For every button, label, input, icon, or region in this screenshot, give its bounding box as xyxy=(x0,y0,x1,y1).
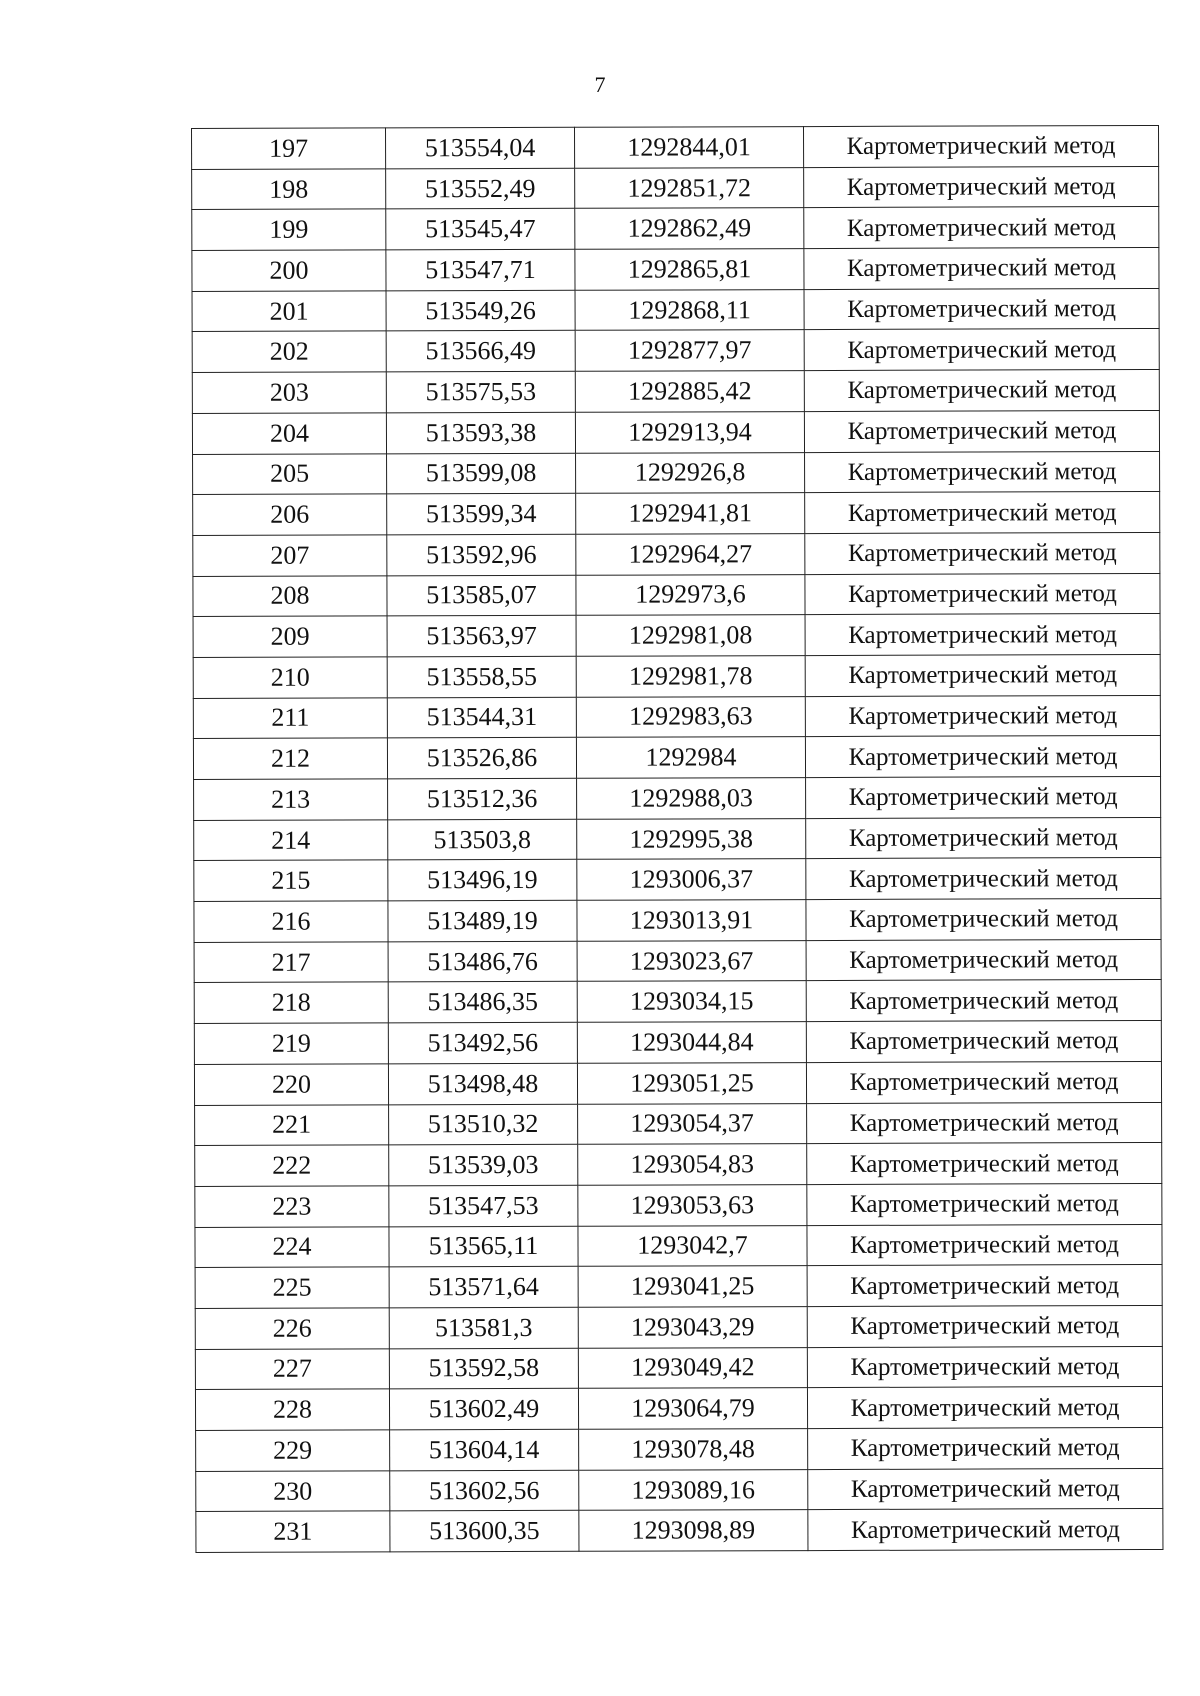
y-coordinate-cell: 1292851,72 xyxy=(575,167,804,208)
x-coordinate-cell: 513581,3 xyxy=(389,1307,578,1348)
y-coordinate-cell: 1293034,15 xyxy=(577,981,806,1022)
y-coordinate-cell: 1292868,11 xyxy=(575,289,804,330)
method-cell: Картометрический метод xyxy=(807,1102,1162,1144)
y-coordinate-cell: 1292877,97 xyxy=(575,330,804,371)
table-row xyxy=(196,1427,1163,1471)
y-coordinate-cell: 1293089,16 xyxy=(579,1469,808,1510)
table-row xyxy=(196,1509,1163,1553)
table-row xyxy=(194,1061,1161,1105)
method-cell: Картометрический метод xyxy=(804,329,1159,371)
x-coordinate-cell: 513486,76 xyxy=(388,941,577,982)
table-row xyxy=(193,695,1160,739)
point-number-cell: 197 xyxy=(192,128,386,169)
table-row xyxy=(194,858,1161,902)
point-number-cell: 209 xyxy=(193,616,387,657)
x-coordinate-cell: 513592,58 xyxy=(389,1348,578,1389)
y-coordinate-cell: 1293064,79 xyxy=(578,1388,807,1429)
y-coordinate-cell: 1293013,91 xyxy=(577,900,806,941)
point-number-cell: 212 xyxy=(193,738,387,779)
y-coordinate-cell: 1293054,37 xyxy=(578,1103,807,1144)
point-number-cell: 222 xyxy=(195,1145,389,1186)
x-coordinate-cell: 513558,55 xyxy=(387,656,576,697)
point-number-cell: 219 xyxy=(194,1023,388,1064)
table-row xyxy=(192,125,1159,169)
method-cell: Картометрический метод xyxy=(805,451,1160,493)
method-cell: Картометрический метод xyxy=(808,1509,1163,1551)
y-coordinate-cell: 1293054,83 xyxy=(578,1144,807,1185)
method-cell: Картометрический метод xyxy=(805,654,1160,696)
table-row xyxy=(193,614,1160,658)
method-cell: Картометрический метод xyxy=(807,1305,1162,1347)
point-number-cell: 202 xyxy=(192,331,386,372)
y-coordinate-cell: 1292973,6 xyxy=(576,574,805,615)
method-cell: Картометрический метод xyxy=(806,858,1161,900)
point-number-cell: 226 xyxy=(195,1308,389,1349)
x-coordinate-cell: 513545,47 xyxy=(386,209,575,250)
x-coordinate-cell: 513489,19 xyxy=(388,900,577,941)
y-coordinate-cell: 1292981,78 xyxy=(576,656,805,697)
point-number-cell: 204 xyxy=(192,413,386,454)
table-row xyxy=(194,939,1161,983)
x-coordinate-cell: 513563,97 xyxy=(387,616,576,657)
method-cell: Картометрический метод xyxy=(806,1061,1161,1103)
table-row xyxy=(195,1387,1162,1431)
table-row xyxy=(193,736,1160,780)
table-row xyxy=(195,1143,1162,1187)
y-coordinate-cell: 1293098,89 xyxy=(579,1510,808,1551)
method-cell: Картометрический метод xyxy=(808,1427,1163,1469)
method-cell: Картометрический метод xyxy=(805,736,1160,778)
x-coordinate-cell: 513585,07 xyxy=(387,575,576,616)
method-cell: Картометрический метод xyxy=(805,573,1160,615)
table-row xyxy=(195,1305,1162,1349)
table-row xyxy=(192,288,1159,332)
method-cell: Картометрический метод xyxy=(805,532,1160,574)
coordinates-table xyxy=(191,125,1163,1553)
y-coordinate-cell: 1292983,63 xyxy=(576,696,805,737)
x-coordinate-cell: 513602,49 xyxy=(389,1389,578,1430)
x-coordinate-cell: 513547,53 xyxy=(389,1185,578,1226)
method-cell: Картометрический метод xyxy=(804,370,1159,412)
y-coordinate-cell: 1292941,81 xyxy=(576,493,805,534)
x-coordinate-cell: 513600,35 xyxy=(390,1511,579,1552)
method-cell: Картометрический метод xyxy=(804,166,1159,208)
method-cell: Картометрический метод xyxy=(807,1346,1162,1388)
method-cell: Картометрический метод xyxy=(806,899,1161,941)
y-coordinate-cell: 1293006,37 xyxy=(577,859,806,900)
point-number-cell: 208 xyxy=(193,575,387,616)
point-number-cell: 210 xyxy=(193,657,387,698)
y-coordinate-cell: 1292844,01 xyxy=(574,127,803,168)
table-row xyxy=(193,451,1160,495)
point-number-cell: 201 xyxy=(192,291,386,332)
method-cell: Картометрический метод xyxy=(804,410,1159,452)
point-number-cell: 224 xyxy=(195,1226,389,1267)
method-cell: Картометрический метод xyxy=(807,1224,1162,1266)
y-coordinate-cell: 1293053,63 xyxy=(578,1184,807,1225)
y-coordinate-cell: 1293049,42 xyxy=(578,1347,807,1388)
point-number-cell: 230 xyxy=(196,1471,390,1512)
point-number-cell: 199 xyxy=(192,209,386,250)
y-coordinate-cell: 1292885,42 xyxy=(575,371,804,412)
y-coordinate-cell: 1292964,27 xyxy=(576,533,805,574)
x-coordinate-cell: 513512,36 xyxy=(388,778,577,819)
y-coordinate-cell: 1292862,49 xyxy=(575,208,804,249)
x-coordinate-cell: 513565,11 xyxy=(389,1226,578,1267)
method-cell: Картометрический метод xyxy=(807,1265,1162,1307)
point-number-cell: 225 xyxy=(195,1267,389,1308)
point-number-cell: 213 xyxy=(194,779,388,820)
y-coordinate-cell: 1293042,7 xyxy=(578,1225,807,1266)
point-number-cell: 211 xyxy=(193,698,387,739)
x-coordinate-cell: 513604,14 xyxy=(390,1429,579,1470)
method-cell: Картометрический метод xyxy=(806,776,1161,818)
coordinates-table-body xyxy=(192,125,1163,1552)
table-row xyxy=(195,1265,1162,1309)
x-coordinate-cell: 513549,26 xyxy=(386,290,575,331)
y-coordinate-cell: 1293041,25 xyxy=(578,1266,807,1307)
y-coordinate-cell: 1293023,67 xyxy=(577,940,806,981)
table-row xyxy=(194,980,1161,1024)
method-cell: Картометрический метод xyxy=(804,248,1159,290)
point-number-cell: 218 xyxy=(194,982,388,1023)
point-number-cell: 215 xyxy=(194,860,388,901)
y-coordinate-cell: 1292865,81 xyxy=(575,249,804,290)
table-row xyxy=(194,817,1161,861)
point-number-cell: 205 xyxy=(193,453,387,494)
table-row xyxy=(196,1468,1163,1512)
table-row xyxy=(193,492,1160,536)
y-coordinate-cell: 1293051,25 xyxy=(577,1062,806,1103)
page-number: 7 xyxy=(594,72,606,97)
method-cell: Картометрический метод xyxy=(805,492,1160,534)
table-row xyxy=(192,166,1159,210)
x-coordinate-cell: 513526,86 xyxy=(387,738,576,779)
method-cell: Картометрический метод xyxy=(805,695,1160,737)
method-cell: Картометрический метод xyxy=(806,939,1161,981)
table-row xyxy=(195,1183,1162,1227)
x-coordinate-cell: 513602,56 xyxy=(390,1470,579,1511)
table-row xyxy=(195,1346,1162,1390)
point-number-cell: 229 xyxy=(196,1430,390,1471)
table-row xyxy=(193,573,1160,617)
table-row xyxy=(195,1224,1162,1268)
y-coordinate-cell: 1292984 xyxy=(576,737,805,778)
table-row xyxy=(195,1102,1162,1146)
table-row xyxy=(192,370,1159,414)
method-cell: Картометрический метод xyxy=(804,207,1159,249)
method-cell: Картометрический метод xyxy=(807,1387,1162,1429)
point-number-cell: 221 xyxy=(195,1104,389,1145)
x-coordinate-cell: 513599,08 xyxy=(387,453,576,494)
method-cell: Картометрический метод xyxy=(807,1183,1162,1225)
table-row xyxy=(193,654,1160,698)
point-number-cell: 203 xyxy=(192,372,386,413)
x-coordinate-cell: 513486,35 xyxy=(388,982,577,1023)
table-row xyxy=(192,207,1159,251)
table-row xyxy=(192,410,1159,454)
y-coordinate-cell: 1292981,08 xyxy=(576,615,805,656)
x-coordinate-cell: 513593,38 xyxy=(386,412,575,453)
y-coordinate-cell: 1292913,94 xyxy=(575,411,804,452)
y-coordinate-cell: 1292926,8 xyxy=(576,452,805,493)
point-number-cell: 200 xyxy=(192,250,386,291)
point-number-cell: 216 xyxy=(194,901,388,942)
method-cell: Картометрический метод xyxy=(804,288,1159,330)
x-coordinate-cell: 513566,49 xyxy=(386,331,575,372)
x-coordinate-cell: 513496,19 xyxy=(388,860,577,901)
method-cell: Картометрический метод xyxy=(806,980,1161,1022)
method-cell: Картометрический метод xyxy=(806,1021,1161,1063)
x-coordinate-cell: 513575,53 xyxy=(386,371,575,412)
point-number-cell: 207 xyxy=(193,535,387,576)
table-row xyxy=(194,1021,1161,1065)
x-coordinate-cell: 513552,49 xyxy=(386,168,575,209)
table-row xyxy=(193,532,1160,576)
x-coordinate-cell: 513554,04 xyxy=(386,127,575,168)
point-number-cell: 227 xyxy=(195,1349,389,1390)
y-coordinate-cell: 1293044,84 xyxy=(577,1022,806,1063)
x-coordinate-cell: 513510,32 xyxy=(389,1104,578,1145)
point-number-cell: 206 xyxy=(193,494,387,535)
x-coordinate-cell: 513547,71 xyxy=(386,249,575,290)
y-coordinate-cell: 1292988,03 xyxy=(577,778,806,819)
point-number-cell: 223 xyxy=(195,1186,389,1227)
point-number-cell: 231 xyxy=(196,1511,390,1552)
point-number-cell: 228 xyxy=(195,1389,389,1430)
point-number-cell: 220 xyxy=(194,1064,388,1105)
x-coordinate-cell: 513544,31 xyxy=(387,697,576,738)
x-coordinate-cell: 513498,48 xyxy=(388,1063,577,1104)
method-cell: Картометрический метод xyxy=(808,1468,1163,1510)
method-cell: Картометрический метод xyxy=(803,125,1158,167)
x-coordinate-cell: 513539,03 xyxy=(389,1144,578,1185)
x-coordinate-cell: 513571,64 xyxy=(389,1267,578,1308)
point-number-cell: 214 xyxy=(194,820,388,861)
point-number-cell: 198 xyxy=(192,169,386,210)
y-coordinate-cell: 1292995,38 xyxy=(577,818,806,859)
y-coordinate-cell: 1293043,29 xyxy=(578,1307,807,1348)
table-row xyxy=(192,329,1159,373)
method-cell: Картометрический метод xyxy=(805,614,1160,656)
x-coordinate-cell: 513592,96 xyxy=(387,534,576,575)
table-row xyxy=(194,776,1161,820)
x-coordinate-cell: 513599,34 xyxy=(387,493,576,534)
x-coordinate-cell: 513492,56 xyxy=(388,1022,577,1063)
table-row xyxy=(192,248,1159,292)
method-cell: Картометрический метод xyxy=(806,817,1161,859)
y-coordinate-cell: 1293078,48 xyxy=(579,1429,808,1470)
table-row xyxy=(194,899,1161,943)
point-number-cell: 217 xyxy=(194,942,388,983)
x-coordinate-cell: 513503,8 xyxy=(388,819,577,860)
method-cell: Картометрический метод xyxy=(807,1143,1162,1185)
